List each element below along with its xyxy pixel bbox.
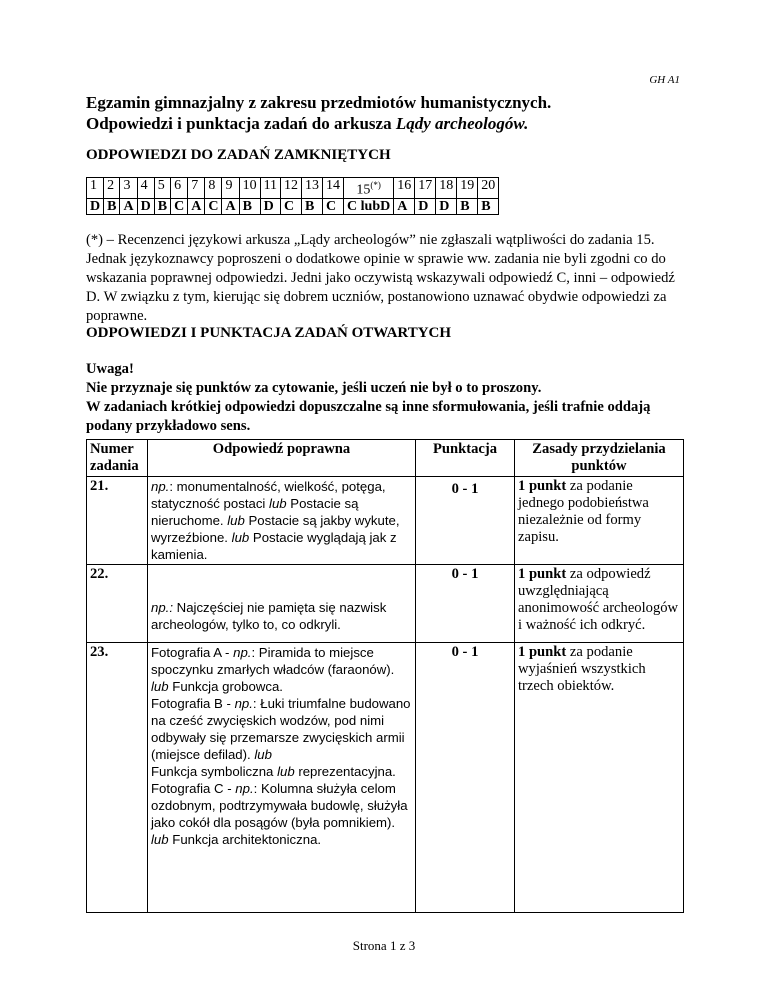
row-answer xyxy=(148,643,416,913)
task-answer-20: B xyxy=(478,198,499,214)
row-number: 22. xyxy=(87,565,148,643)
photo-a-text: : Piramida to miejsce spoczynku zmarłych władców (faraonów). xyxy=(151,645,395,677)
row-points: 0 - 1 xyxy=(416,565,515,643)
task-number-20: 20 xyxy=(478,178,499,199)
task-answer-5: B xyxy=(154,198,170,214)
answer-np: np. xyxy=(233,645,252,660)
task-answer-18: D xyxy=(436,198,457,214)
task-answer-17: D xyxy=(415,198,436,214)
task-number-14: 14 xyxy=(323,178,344,199)
task-number-2: 2 xyxy=(104,178,120,199)
closed-answers-row xyxy=(87,198,499,214)
task-number-13: 13 xyxy=(302,178,323,199)
note-marker: (*) xyxy=(370,180,381,190)
closed-answers-table xyxy=(86,177,499,215)
photo-a-label: Fotografia A - xyxy=(151,645,234,660)
table-row-23 xyxy=(87,643,684,913)
remark-line-1: Nie przyznaje się punktów za cytowanie, jeśli uczeń nie był o to proszony. xyxy=(86,380,542,396)
col-answer-header: Odpowiedź poprawna xyxy=(148,440,416,477)
rule-text: za podanie wyjaśnień wszystkich trzech obiektów. xyxy=(518,644,646,694)
table-header-row xyxy=(87,440,684,477)
answer-text-c: Postacie są jakby wykute, wyrzeźbione. xyxy=(151,513,400,545)
photo-a-text-2: Funkcja grobowca. xyxy=(168,679,283,694)
title-line-2-italic: Lądy archeologów. xyxy=(395,114,529,133)
row-number: 23. xyxy=(87,643,148,913)
document-code: GH A1 xyxy=(649,74,680,86)
task-answer-14: C xyxy=(323,198,344,214)
answer-or: lub xyxy=(227,513,245,528)
task-answer-15: C lubD xyxy=(344,198,394,214)
task-number-10: 10 xyxy=(239,178,260,199)
task-answer-7: A xyxy=(188,198,205,214)
row-points: 0 - 1 xyxy=(416,643,515,913)
answer-or: lub xyxy=(151,832,169,847)
task-number-11: 11 xyxy=(260,178,280,199)
task-answer-2: B xyxy=(104,198,120,214)
task-number-15 xyxy=(344,178,394,199)
task-answer-12: C xyxy=(281,198,302,214)
row-answer xyxy=(148,477,416,565)
task-number-4: 4 xyxy=(137,178,154,199)
title-line-1: Egzamin gimnazjalny z zakresu przedmiotów humanistycznych. xyxy=(86,93,552,112)
task-answer-10: B xyxy=(239,198,260,214)
answer-or: lub xyxy=(277,764,295,779)
answer-np: np. xyxy=(234,696,253,711)
remark-title: Uwaga! xyxy=(86,361,134,377)
task-answer-8: C xyxy=(205,198,222,214)
task-answer-4: D xyxy=(137,198,154,214)
task-number-8: 8 xyxy=(205,178,222,199)
task-answer-11: D xyxy=(260,198,280,214)
task-number-17: 17 xyxy=(415,178,436,199)
page-title xyxy=(86,92,706,134)
task-answer-16: A xyxy=(394,198,415,214)
task-number-3: 3 xyxy=(120,178,137,199)
photo-c-text-2: Funkcja architektoniczna. xyxy=(168,832,322,847)
col-number-header: Numer zadania xyxy=(87,440,148,477)
photo-b-label: Fotografia B - xyxy=(151,696,235,711)
task-number-7: 7 xyxy=(188,178,205,199)
task-answer-3: A xyxy=(120,198,137,214)
row-rule xyxy=(515,565,684,643)
answer-np: np. xyxy=(235,781,254,796)
answer-text-b: Postacie są nieruchome. xyxy=(151,496,359,528)
task-number-16: 16 xyxy=(394,178,415,199)
rule-text: za podanie jednego podobieństwa niezależnie od formy zapisu. xyxy=(518,478,649,545)
answer-or: lub xyxy=(269,496,287,511)
photo-c-label: Fotografia C - xyxy=(151,781,236,796)
remark-line-2: W zadaniach krótkiej odpowiedzi dopuszczalne są inne sformułowania, jeśli trafnie oddają podany przykładowo sens. xyxy=(86,399,651,434)
title-line-2-prefix: Odpowiedzi i punktacja zadań do arkusza xyxy=(86,114,396,133)
answer-or: lub xyxy=(254,747,272,762)
rule-bold: 1 punkt xyxy=(518,478,567,494)
footnote-task-15: (*) – Recenzenci językowi arkusza „Lądy archeologów” nie zgłaszali wątpliwości do zadania 15. Jednak językoznawcy poproszeni o dodatkowe opinie w sprawie ww. zadania nie byli zgodni co do wskazania poprawnej odpowiedzi. Jedni jako oczywistą wskazywali odpowiedź C, inni – odpowiedź D. W związku z tym, kierując się dobrem uczniów, postanowiono uznawać obydwie odpowiedzi za poprawne. xyxy=(86,232,675,324)
task-answer-9: A xyxy=(222,198,239,214)
answer-np: np. xyxy=(151,479,170,494)
task-number-9: 9 xyxy=(222,178,239,199)
task-number-label: 15 xyxy=(356,182,371,198)
rule-bold: 1 punkt xyxy=(518,644,567,660)
page-footer: Strona 1 z 3 xyxy=(352,938,416,953)
rule-text: za odpowiedź uwzględniającą anonimowość archeologów i ważność ich odkryć. xyxy=(518,566,679,633)
row-answer xyxy=(148,565,416,643)
col-points-header: Punktacja xyxy=(416,440,515,477)
photo-b-text-2: Funkcja symboliczna xyxy=(151,764,278,779)
photo-c-text: : Kolumna służyła celom ozdobnym, podtrzymywała budowlę, służyła jako cokół dla posągów (była pomnikiem). xyxy=(151,781,408,830)
photo-b-text-3: reprezentacyjna. xyxy=(294,764,396,779)
answer-np: np.: xyxy=(151,600,173,615)
answer-or: lub xyxy=(231,530,250,545)
open-answers-heading: ODPOWIEDZI I PUNKTACJA ZADAŃ OTWARTYCH xyxy=(86,325,452,341)
col-rules-header: Zasady przydzielania punktów xyxy=(515,440,684,477)
open-answers-table xyxy=(86,439,684,913)
photo-b-text: : Łuki triumfalne budowano na cześć zwycięskich wodzów, pod nimi odbywały się przemarsze zwycięskich armii (miejsce defilad). xyxy=(151,696,411,762)
row-number: 21. xyxy=(87,477,148,565)
task-number-1: 1 xyxy=(87,178,104,199)
table-row-22 xyxy=(87,565,684,643)
task-number-6: 6 xyxy=(171,178,188,199)
row-rule xyxy=(515,477,684,565)
task-answer-6: C xyxy=(171,198,188,214)
answer-text-a: : monumentalność, wielkość, potęga, statyczność postaci xyxy=(151,479,386,511)
answer-or: lub xyxy=(151,679,169,694)
answer-text-d: Postacie wyglądają jak z kamienia. xyxy=(151,530,397,562)
rule-bold: 1 punkt xyxy=(518,566,567,582)
title-line-2 xyxy=(86,113,706,134)
task-answer-19: B xyxy=(457,198,478,214)
task-number-19: 19 xyxy=(457,178,478,199)
closed-answers-heading: ODPOWIEDZI DO ZADAŃ ZAMKNIĘTYCH xyxy=(86,147,391,163)
row-points: 0 - 1 xyxy=(416,477,515,565)
row-rule xyxy=(515,643,684,913)
remark-block xyxy=(86,360,686,436)
task-number-12: 12 xyxy=(281,178,302,199)
task-number-5: 5 xyxy=(154,178,170,199)
task-answer-13: B xyxy=(302,198,323,214)
task-number-18: 18 xyxy=(436,178,457,199)
answer-text: Najczęściej nie pamięta się nazwisk archeologów, tylko to, co odkryli. xyxy=(151,600,387,632)
closed-numbers-row xyxy=(87,178,499,199)
table-row-21 xyxy=(87,477,684,565)
task-answer-1: D xyxy=(87,198,104,214)
